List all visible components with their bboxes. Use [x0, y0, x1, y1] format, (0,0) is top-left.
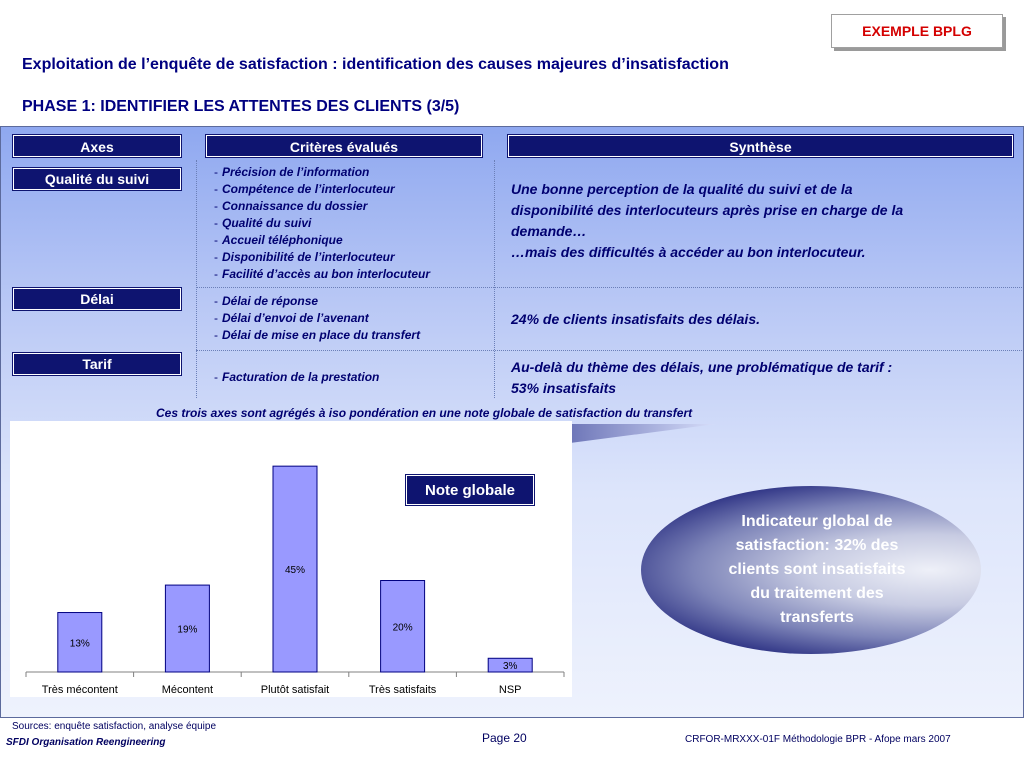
bar-value-label: 13%	[69, 638, 90, 650]
bar-value-label: 45%	[284, 565, 306, 577]
header-axes: Axes	[13, 135, 181, 157]
synthesis-tarif	[511, 357, 1011, 399]
company-name: SFDI Organisation Reengineering	[6, 737, 166, 748]
header-synthesis: Synthèse	[508, 135, 1013, 157]
criteria-list-tarif	[214, 369, 379, 386]
slide-title: Exploitation de l’enquête de satisfaction : identification des causes majeures d’insatisfaction	[22, 56, 729, 73]
document-reference: CRFOR-MRXXX-01F Méthodologie BPR - Afope mars 2007	[685, 734, 951, 745]
criteria-list-qualite	[214, 164, 430, 283]
list-item: - Facturation de la prestation	[214, 370, 380, 384]
row-divider	[196, 350, 1022, 351]
list-item: - Disponibilité de l’interlocuteur	[214, 250, 395, 264]
list-item: - Accueil téléphonique	[214, 233, 343, 247]
list-item: - Précision de l’information	[214, 165, 370, 179]
example-stamp: EXEMPLE BPLG	[831, 14, 1003, 48]
bar-value-label: 3%	[502, 661, 518, 673]
x-tick-label: Très mécontent	[41, 684, 118, 696]
bar-value-label: 19%	[177, 624, 198, 636]
list-item: - Délai de réponse	[214, 294, 319, 308]
synthesis-line: demande…	[511, 223, 587, 239]
note-globale-label: Note globale	[406, 475, 534, 505]
list-item: - Qualité du suivi	[214, 216, 312, 230]
x-tick-label: Plutôt satisfait	[260, 684, 330, 696]
sources-note: Sources: enquête satisfaction, analyse équipe	[12, 721, 217, 732]
column-divider	[494, 160, 495, 398]
bar-value-label: 20%	[392, 622, 413, 634]
synthesis-qualite	[511, 179, 1011, 263]
synthesis-line: disponibilité des interlocuteurs après prise en charge de la	[511, 202, 904, 218]
axis-tarif: Tarif	[13, 353, 181, 375]
list-item: - Compétence de l’interlocuteur	[214, 182, 395, 196]
indicator-line: transferts	[780, 609, 854, 626]
axis-delai: Délai	[13, 288, 181, 310]
header-criteria: Critères évalués	[206, 135, 482, 157]
synthesis-line: Au-delà du thème des délais, une problématique de tarif :	[511, 359, 893, 375]
axis-qualite-du-suivi: Qualité du suivi	[13, 168, 181, 190]
list-item: - Connaissance du dossier	[214, 199, 368, 213]
x-tick-label: NSP	[498, 684, 522, 696]
criteria-list-delai	[214, 293, 420, 344]
list-item: - Facilité d’accès au bon interlocuteur	[214, 267, 431, 281]
list-item: - Délai d’envoi de l’avenant	[214, 311, 369, 325]
indicator-line: du traitement des	[750, 585, 884, 602]
synthesis-line: 53% insatisfaits	[511, 380, 617, 396]
synthesis-line: 24% de clients insatisfaits des délais.	[511, 311, 760, 327]
indicator-line: satisfaction: 32% des	[735, 537, 899, 554]
synthesis-delai	[511, 309, 1011, 330]
synthesis-line: …mais des difficultés à accéder au bon interlocuteur.	[511, 244, 866, 260]
x-tick-label: Très satisfaits	[368, 684, 437, 696]
list-item: - Délai de mise en place du transfert	[214, 328, 421, 342]
page-number: Page 20	[482, 731, 527, 745]
indicator-line: Indicateur global de	[741, 513, 893, 530]
row-divider	[196, 287, 1022, 288]
x-tick-label: Mécontent	[161, 684, 214, 696]
satisfaction-bar-chart	[10, 421, 572, 697]
indicator-line: clients sont insatisfaits	[728, 561, 906, 578]
indicator-text	[697, 510, 937, 630]
aggregation-note: Ces trois axes sont agrégés à iso pondération en une note globale de satisfaction du transfert	[156, 406, 693, 420]
synthesis-line: Une bonne perception de la qualité du suivi et de la	[511, 181, 853, 197]
column-divider	[196, 160, 197, 398]
phase-title: PHASE 1: IDENTIFIER LES ATTENTES DES CLIENTS (3/5)	[22, 98, 460, 115]
